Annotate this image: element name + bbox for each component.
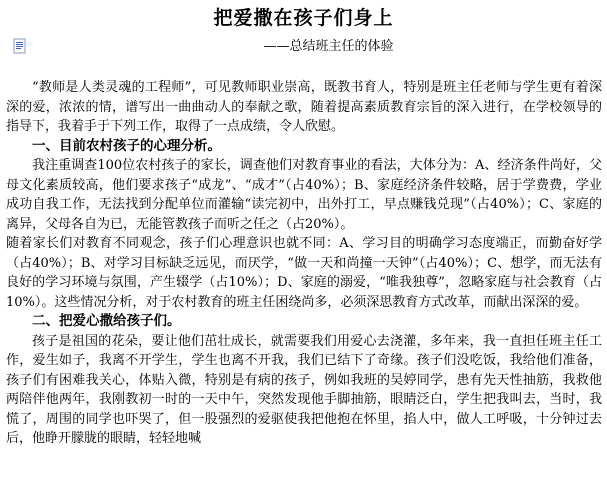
document-body [6,78,602,449]
section-2-paragraph-1: 孩子是祖国的花朵，要让他们茁壮成长，就需要我们用爱心去浇灌，多年来，我一直担任班主任工作，爱生如子，我离不开学生，学生也离不开我，我们已结下了奇缘。孩子们没吃饭，我给他们准备，孩子们有困难我关心，体贴入微，特别是有病的孩子，例如我班的吴婷同学，患有先天性抽筋，我救他两陪伴他两年，我刚教初一时的一天中午，突然发现他手脚抽筋，眼睛泛白，学生把我叫去，当时，我慌了，周围的同学也吓哭了，但一股强烈的爱驱使我把他抱在怀里，掐人中，做人工呼吸，十分钟过去后，他睁开朦胧的眼睛，轻轻地喊 [6,333,602,446]
intro-paragraph: “教师是人类灵魂的工程师”，可见教师职业崇高，既教书育人，特别是班主任老师与学生更有着深深的爱，浓浓的情，谱写出一曲曲动人的奉献之歌，随着提高素质教育宗旨的深入进行，在学校领导的指导下，我着手于下列工作，取得了一点成绩，令人欣慰。 [6,80,602,134]
section-1-heading: 一、目前农村孩子的心理分析。 [32,137,221,154]
section-1-paragraph-2: 随着家长们对教育不同观念，孩子们心理意识也就不同：A、学习目的明确学习态度端正，而勤奋好学（占40%）；B、对学习目标缺乏远见，而厌学，“做一天和尚撞一天钟”（占40%）；C、想学，而无法有良好的学习环境与氛围，产生辍学（占10%）；D、家庭的溺爱，“唯我独尊”，忽略家庭与社会教育（占10%）。这些情况分析，对于农村教育的班主任困绕尚多，必须深思教育方式改革，而献出深深的爱。 [6,236,602,310]
document-title: 把爱撒在孩子们身上 [213,7,394,29]
section-1-paragraph-1: 我注重调查100位农村孩子的家长，调查他们对教育事业的看法，大体分为：A、经济条件尚好，父母文化素质较高，他们要求孩子“成龙”、“成才”（占40%）；B、家庭经济条件较略，居于学费费，学业成功自我工作，无法找到分配单位而灌输“读完初中，出外打工，早点赚钱兑现”（占40%）；C、家庭的离异，父母各自为已，无能管教孩子而听之任之（占20%）。 [6,158,602,232]
section-2-heading: 二、把爱心撒给孩子们。 [32,313,181,329]
document-subtitle: ——总结班主任的体验 [263,39,394,54]
